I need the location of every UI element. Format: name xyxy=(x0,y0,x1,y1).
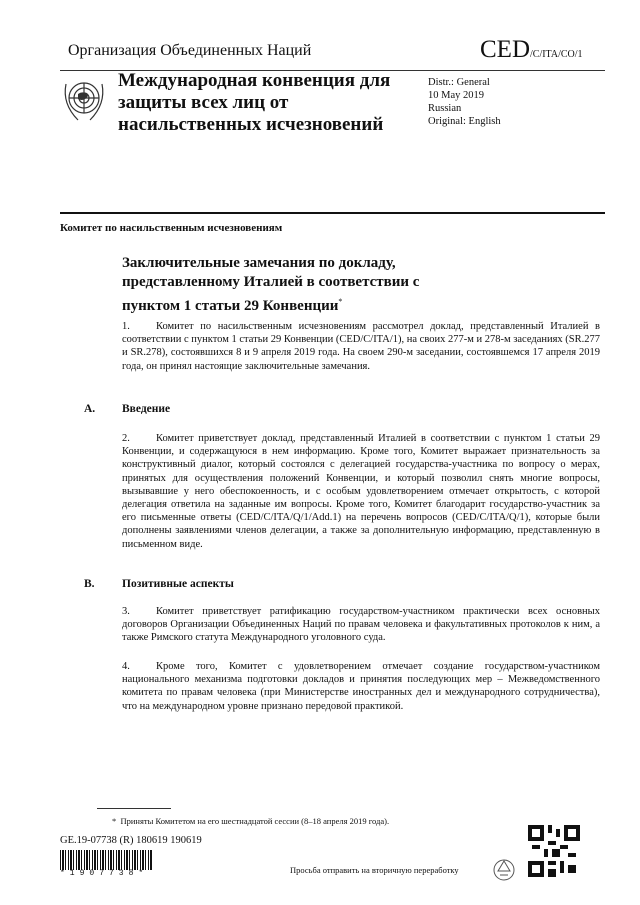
section-letter: B. xyxy=(84,578,95,590)
distribution-info xyxy=(428,76,501,128)
section-title: Позитивные аспекты xyxy=(122,578,234,590)
committee-name: Комитет по насильственным исчезновениям xyxy=(60,222,283,234)
recycle-icon xyxy=(492,858,516,882)
section-letter: A. xyxy=(84,403,96,415)
barcode-number: *1907738* xyxy=(60,869,149,878)
un-emblem-icon xyxy=(60,74,108,128)
footnote-text: Приняты Комитетом на его шестнадцатой сессии (8–18 апреля 2019 года). xyxy=(120,816,390,826)
footnote-ref[interactable]: * xyxy=(338,297,343,306)
title-text: Заключительные замечания по докладу, представленному Италией в соответствии с пунктом 1 статьи 29 Конвенции xyxy=(122,255,420,314)
date-line: 10 May 2019 xyxy=(428,90,484,101)
symbol-sub: /C/ITA/CO/1 xyxy=(530,49,583,60)
distr-line: Distr.: General xyxy=(428,77,490,88)
section-heading-a xyxy=(84,403,170,415)
para-num: 3. xyxy=(122,606,130,617)
para-num: 4. xyxy=(122,661,130,672)
section-title: Введение xyxy=(122,403,171,415)
original-line: Original: English xyxy=(428,116,501,127)
section-heading-b xyxy=(84,578,234,590)
thick-rule xyxy=(60,212,605,214)
paragraph-1 xyxy=(122,320,600,373)
organization-name: Организация Объединенных Наций xyxy=(68,42,312,59)
convention-title: Международная конвенция для защиты всех лиц от насильственных исчезновений xyxy=(118,70,391,135)
footnote xyxy=(112,816,389,826)
barcode-icon xyxy=(60,850,152,870)
paragraph-2 xyxy=(122,432,600,551)
para-text: Комитет приветствует ратификацию государством-участником практически всех основных договоров Организации Объединенных Наций по правам человека и факультативных протоколов к ним, а также Римского статута Международного уголовного суда. xyxy=(122,606,600,644)
recycle-note: Просьба отправить на вторичную переработку xyxy=(290,865,459,875)
para-num: 2. xyxy=(122,433,130,444)
paragraph-3 xyxy=(122,605,600,645)
para-text: Кроме того, Комитет с удовлетворением отмечает создание государством-участником национального механизма подготовки докладов и принятия последующих мер – Межведомственного комитета по правам человека (при Министерстве иностранных дел и международного сотрудничества), что на международном уровне признано передовой практикой. xyxy=(122,661,600,712)
document-symbol xyxy=(480,36,583,64)
language-line: Russian xyxy=(428,103,462,114)
paragraph-4 xyxy=(122,660,600,713)
document-title xyxy=(122,254,452,316)
para-num: 1. xyxy=(122,321,130,332)
footnote-mark: * xyxy=(112,816,117,826)
para-text: Комитет приветствует доклад, представленный Италией в соответствии с пунктом 1 статьи 29 Конвенции, и содержащуюся в нем информацию. Кроме того, Комитет выражает признательность за конструктивный диалог, который состоялся с делегацией государства-участника по вопросу о мерах, принятых для осуществления положений Конвенции, и который позволил снять многие вопросы, вызывавшие у него обеспокоенность, и с особым удовлетворением отмечает открытость, с которой делегация ответила на заданные им вопросы. Кроме того, Комитет благодарит государство-участник за его письменные ответы (CED/C/ITA/Q/1/Add.1) на перечень вопросов (CED/C/ITA/Q/1), которые были дополнены заявлениями членов делегации, а также за дополнительную информацию, представленную в письменном виде. xyxy=(122,433,600,550)
job-number: GE.19-07738 (R) 180619 190619 xyxy=(60,835,202,846)
para-text: Комитет по насильственным исчезновениям рассмотрел доклад, представленный Италией в соответствии с пунктом 1 статьи 29 Конвенции (CED/C/ITA/1), на своих 277-м и 278-м заседаниях (SR.277 и SR.278), состоявшихся 8 и 9 апреля 2019 года. На своем 290-м заседании, состоявшемся 17 апреля 2019 года, он принял настоящие заключительные замечания. xyxy=(122,321,601,372)
footnote-rule xyxy=(97,808,171,809)
qr-code-icon xyxy=(528,825,580,877)
symbol-main: CED xyxy=(480,36,530,63)
